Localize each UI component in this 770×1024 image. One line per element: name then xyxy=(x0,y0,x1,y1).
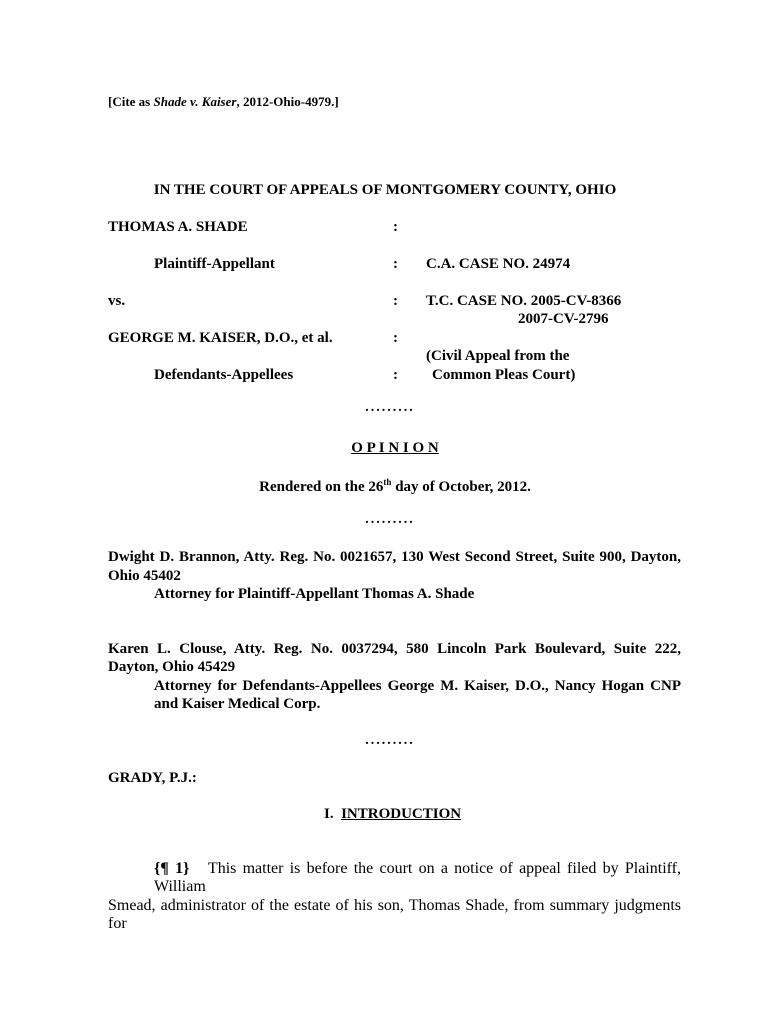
caption-colon: : xyxy=(393,330,398,346)
counsel-2-role-line1: Attorney for Defendants-Appellees George M. Kaiser, D.O., Nancy Hogan CNP xyxy=(154,678,681,694)
judge-line: GRADY, P.J.: xyxy=(108,770,197,786)
caption-colon: : xyxy=(393,256,398,272)
versus: vs. xyxy=(108,293,126,309)
rendered-date xyxy=(0,477,770,496)
counsel-2-line1: Karen L. Clouse, Atty. Reg. No. 0037294, 580 Lincoln Park Boulevard, Suite 222, xyxy=(108,641,681,657)
separator-dots: ......... xyxy=(365,733,415,748)
counsel-1-line2: Ohio 45402 xyxy=(108,568,181,584)
appeal-note-line1: (Civil Appeal from the xyxy=(426,348,570,364)
caption-colon: : xyxy=(393,219,398,235)
citation xyxy=(108,94,339,110)
tc-case-number: T.C. CASE NO. 2005-CV-8366 xyxy=(426,293,622,309)
citation-case-name: Shade v. Kaiser xyxy=(153,94,237,109)
defendant-role: Defendants-Appellees xyxy=(154,367,294,383)
counsel-2-line2: Dayton, Ohio 45429 xyxy=(108,659,236,675)
plaintiff-role: Plaintiff-Appellant xyxy=(154,256,275,272)
section-heading xyxy=(324,806,461,823)
paragraph-1-line2: Smead, administrator of the estate of his son, Thomas Shade, from summary judgments for xyxy=(108,897,681,932)
caption-colon: : xyxy=(393,293,398,309)
citation-suffix: , 2012-Ohio-4979.] xyxy=(236,94,339,109)
tc-case-number-2: 2007-CV-2796 xyxy=(518,311,609,327)
paragraph-marker: {¶ 1} xyxy=(154,860,190,877)
court-title: IN THE COURT OF APPEALS OF MONTGOMERY COUNTY, OHIO xyxy=(153,182,617,198)
separator-dots: ......... xyxy=(365,512,415,527)
counsel-1-role: Attorney for Plaintiff-Appellant Thomas A. Shade xyxy=(154,586,475,602)
appeal-note-line2: Common Pleas Court) xyxy=(432,367,576,383)
counsel-1-line1: Dwight D. Brannon, Atty. Reg. No. 0021657, 130 West Second Street, Suite 900, Dayton, xyxy=(108,549,681,565)
rendered-suffix: day of October, 2012. xyxy=(391,479,531,495)
section-number: I. xyxy=(324,806,334,822)
rendered-prefix: Rendered on the 26 xyxy=(259,479,384,495)
separator-dots: ......... xyxy=(365,400,415,415)
caption-colon: : xyxy=(393,367,398,383)
plaintiff-name: THOMAS A. SHADE xyxy=(108,219,248,235)
opinion-heading: O P I N I O N xyxy=(351,440,439,456)
counsel-2-role-line2: and Kaiser Medical Corp. xyxy=(154,696,321,712)
paragraph-1-line1 xyxy=(154,860,681,896)
paragraph-1-text: This matter is before the court on a notice of appeal filed by Plaintiff, William xyxy=(154,860,682,895)
ca-case-number: C.A. CASE NO. 24974 xyxy=(426,256,571,272)
section-title: INTRODUCTION xyxy=(341,806,462,822)
defendant-name: GEORGE M. KAISER, D.O., et al. xyxy=(108,330,333,346)
rendered-sup: th xyxy=(383,477,392,487)
citation-prefix: [Cite as xyxy=(108,94,154,109)
